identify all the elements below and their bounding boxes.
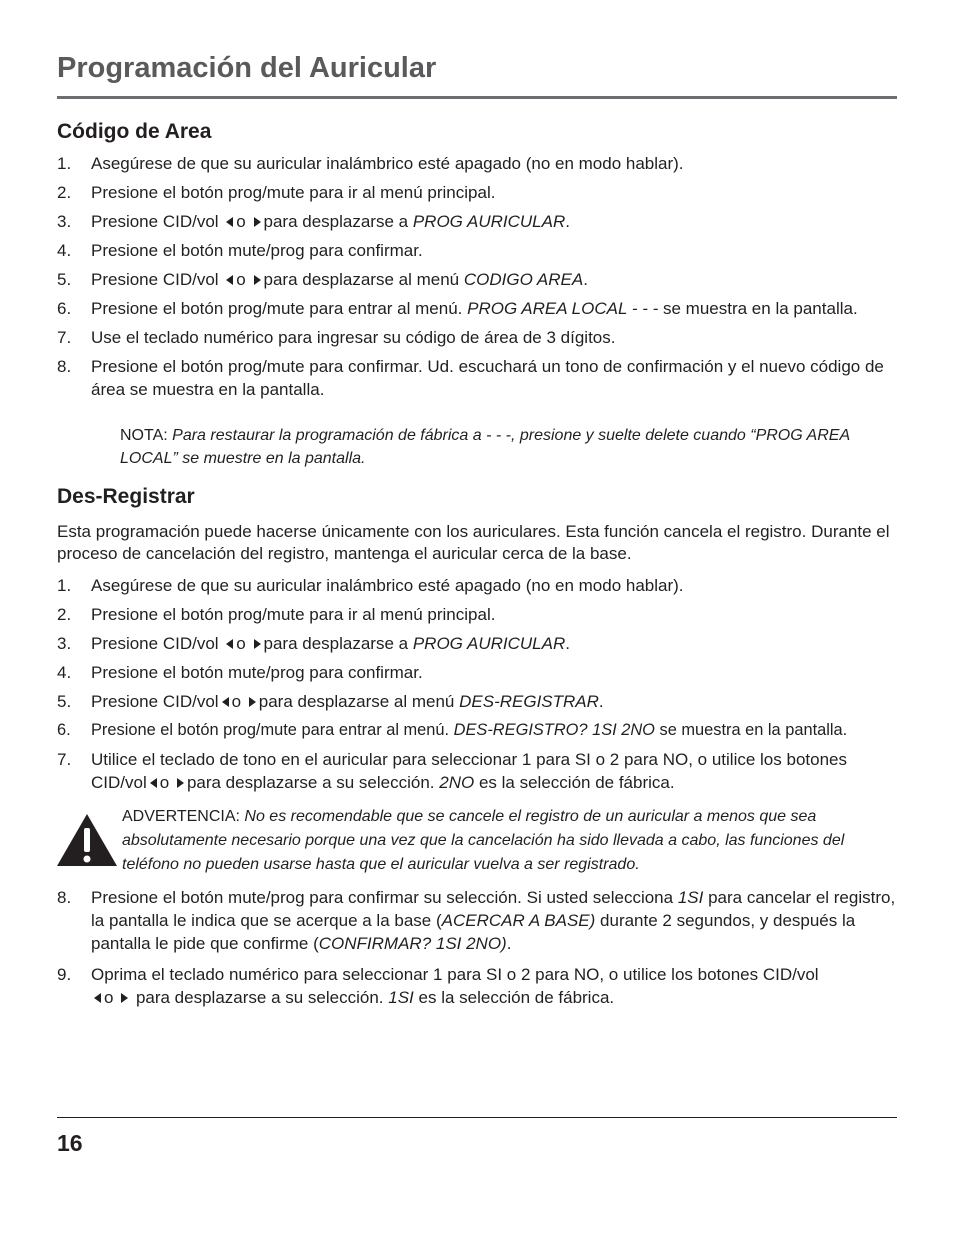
arrow-right-icon: [177, 778, 184, 788]
list-item: 2. Presione el botón prog/mute para ir al menú principal.: [57, 605, 496, 624]
list-item: 6. Presione el botón prog/mute para entrar al menú. PROG AREA LOCAL - - - se muestra en la pantalla.: [57, 299, 858, 318]
page-title: Programación del Auricular: [57, 52, 437, 84]
warning-text: No es recomendable que se cancele el registro de un auricular a menos que sea absolutamente necesario porque una vez que la cancelación ha sido llevada a cabo, las funciones del teléfono no pueden usarse hasta que el auricular vuelva a ser registrado.: [122, 808, 845, 873]
arrow-right-icon: [121, 993, 128, 1003]
list-item: 5. Presione CID/vol o para desplazarse al menú CODIGO AREA.: [57, 270, 588, 289]
deregister-steps: [57, 574, 907, 800]
deregister-steps-continued: [57, 886, 907, 1015]
list-item: 8. Presione el botón mute/prog para confirmar su selección. Si usted selecciona 1SI para cancelar el registro, la pantalla le indica que se acerque a la base (ACERCAR A BASE) durante 2 segundos, y después la pantalla le pide que confirme (CONFIRMAR? 1SI 2NO).: [57, 888, 896, 953]
arrow-left-icon: [226, 639, 233, 649]
area-code-note: [120, 424, 890, 470]
warning-icon: [55, 812, 119, 868]
warning-note: [122, 805, 882, 877]
arrow-left-icon: [226, 217, 233, 227]
arrow-left-icon: [222, 697, 229, 707]
list-item: 4. Presione el botón mute/prog para confirmar.: [57, 241, 423, 260]
list-item: 1. Asegúrese de que su auricular inalámbrico esté apagado (no en modo hablar).: [57, 576, 684, 595]
arrow-right-icon: [249, 697, 256, 707]
list-item: 9. Oprima el teclado numérico para seleccionar 1 para SI o 2 para NO, o utilice los botones CID/vol o para desplazarse a su selección. 1SI es la selección de fábrica.: [57, 965, 819, 1007]
list-item: 5. Presione CID/vol o para desplazarse al menú DES-REGISTRAR.: [57, 692, 604, 711]
arrow-right-icon: [254, 639, 261, 649]
list-item: 3. Presione CID/vol o para desplazarse a PROG AURICULAR.: [57, 212, 570, 231]
arrow-left-icon: [94, 993, 101, 1003]
arrow-left-icon: [150, 778, 157, 788]
section-heading-deregister: Des-Registrar: [57, 485, 195, 508]
list-item: 7. Utilice el teclado de tono en el auricular para seleccionar 1 para SI o 2 para NO, o utilice los botones CID/vol o para desplazarse a su selección. 2NO es la selección de fábrica.: [57, 750, 847, 792]
warning-label: ADVERTENCIA:: [122, 808, 240, 825]
list-item: 7. Use el teclado numérico para ingresar su código de área de 3 dígitos.: [57, 328, 616, 347]
arrow-left-icon: [226, 275, 233, 285]
area-code-steps: [57, 152, 907, 407]
list-item: 2. Presione el botón prog/mute para ir al menú principal.: [57, 183, 496, 202]
title-rule: [57, 96, 897, 99]
arrow-right-icon: [254, 275, 261, 285]
note-text: Para restaurar la programación de fábrica a - - -, presione y suelte delete cuando “PROG AREA LOCAL” se muestre en la pantalla.: [120, 427, 850, 467]
list-item: 4. Presione el botón mute/prog para confirmar.: [57, 663, 423, 682]
note-label: NOTA:: [120, 427, 168, 444]
section-heading-area-code: Código de Area: [57, 120, 212, 143]
footer-rule: [57, 1117, 897, 1118]
list-item: 8. Presione el botón prog/mute para confirmar. Ud. escuchará un tono de confirmación y el nuevo código de área se muestra en la pantalla.: [57, 357, 884, 399]
list-item: 1. Asegúrese de que su auricular inalámbrico esté apagado (no en modo hablar).: [57, 154, 684, 173]
list-item: 3. Presione CID/vol o para desplazarse a PROG AURICULAR.: [57, 634, 570, 653]
list-item: 6. Presione el botón prog/mute para entrar al menú. DES-REGISTRO? 1SI 2NO se muestra en la pantalla.: [57, 721, 848, 739]
deregister-intro: Esta programación puede hacerse únicamente con los auriculares. Esta función cancela el registro. Durante el proceso de cancelación del registro, mantenga el auricular cerca de la base.: [57, 522, 890, 563]
page-number: 16: [57, 1130, 83, 1156]
arrow-right-icon: [254, 217, 261, 227]
